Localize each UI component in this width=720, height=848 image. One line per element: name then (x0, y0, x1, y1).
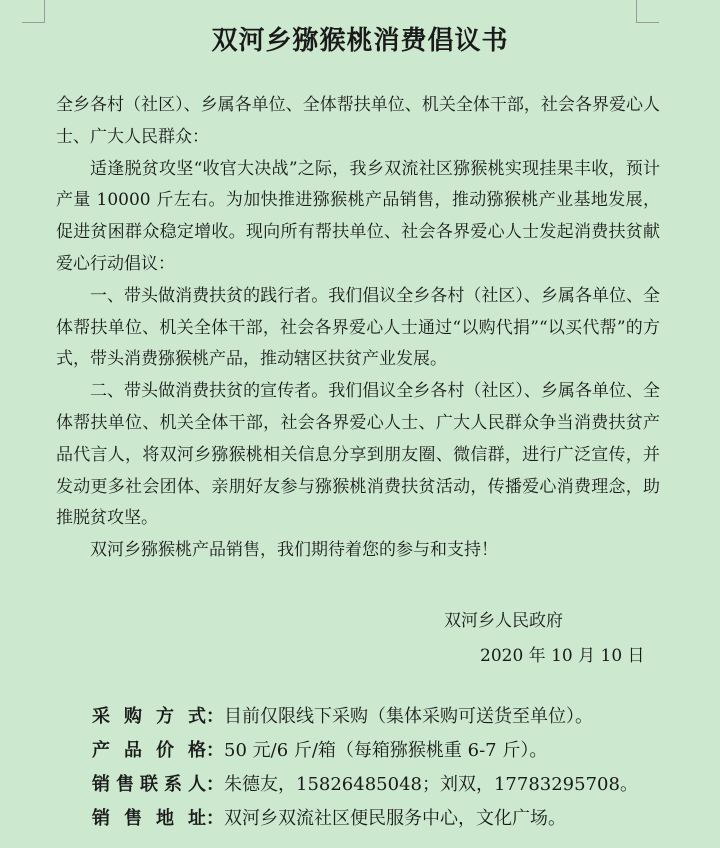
info-value: 朱德友，15826485048；刘双，17783295708。 (224, 774, 638, 795)
document-title: 双河乡猕猴桃消费倡议书 (211, 26, 509, 56)
info-value: 50 元/6 斤/箱（每箱猕猴桃重 6-7 斤）。 (224, 740, 548, 761)
info-label: 销售联系人 (92, 774, 206, 795)
info-row-address (92, 802, 702, 836)
info-label: 销售地址 (92, 808, 206, 829)
signature-org: 双河乡人民政府 (444, 611, 563, 631)
info-row-contact (92, 768, 702, 802)
paragraph-intro: 适逢脱贫攻坚“收官大决战”之际，我乡双流社区猕猴桃实现挂果丰收，预计产量 10000 斤左右。为加快推进猕猴桃产品销售，推动猕猴桃产业基地发展，促进贫困群众稳定增收。现向所有帮扶单位、社会各界爱心人士发起消费扶贫献爱心行动倡议： (56, 158, 660, 274)
info-colon: ： (206, 774, 224, 795)
paragraph-proposal-1: 一、带头做消费扶贫的践行者。我们倡议全乡各村（社区）、乡属各单位、全体帮扶单位、机关全体干部，社会各界爱心人士通过“以购代捐”“以买代帮”的方式，带头消费猕猴桃产品，推动辖区扶贫产业发展。 (56, 285, 660, 370)
document-body (56, 90, 660, 567)
info-row-price (92, 734, 702, 768)
info-label: 采购方式 (92, 706, 206, 727)
info-label: 产品价格 (92, 740, 206, 761)
info-colon: ： (206, 706, 224, 727)
info-value: 双河乡双流社区便民服务中心，文化广场。 (224, 808, 566, 829)
paragraph-proposal-2: 二、带头做消费扶贫的宣传者。我们倡议全乡各村（社区）、乡属各单位、全体帮扶单位、机关全体干部，社会各界爱心人士、广大人民群众争当消费扶贫产品代言人，将双河乡猕猴桃相关信息分享到朋友圈、微信群，进行广泛宣传，并发动更多社会团体、亲朋好友参与猕猴桃消费扶贫活动，传播爱心消费理念，助推脱贫攻坚。 (56, 381, 660, 529)
paragraph-closing: 双河乡猕猴桃产品销售，我们期待着您的参与和支持！ (90, 540, 498, 561)
salutation: 全乡各村（社区）、乡属各单位、全体帮扶单位、机关全体干部，社会各界爱心人士、广大人民群众： (56, 95, 660, 147)
signature-date: 2020 年 10 月 10 日 (480, 646, 645, 666)
info-value: 目前仅限线下采购（集体采购可送货至单位）。 (224, 706, 593, 727)
purchase-info (92, 700, 702, 836)
info-row-method (92, 700, 702, 734)
info-colon: ： (206, 740, 224, 761)
info-colon: ： (206, 808, 224, 829)
